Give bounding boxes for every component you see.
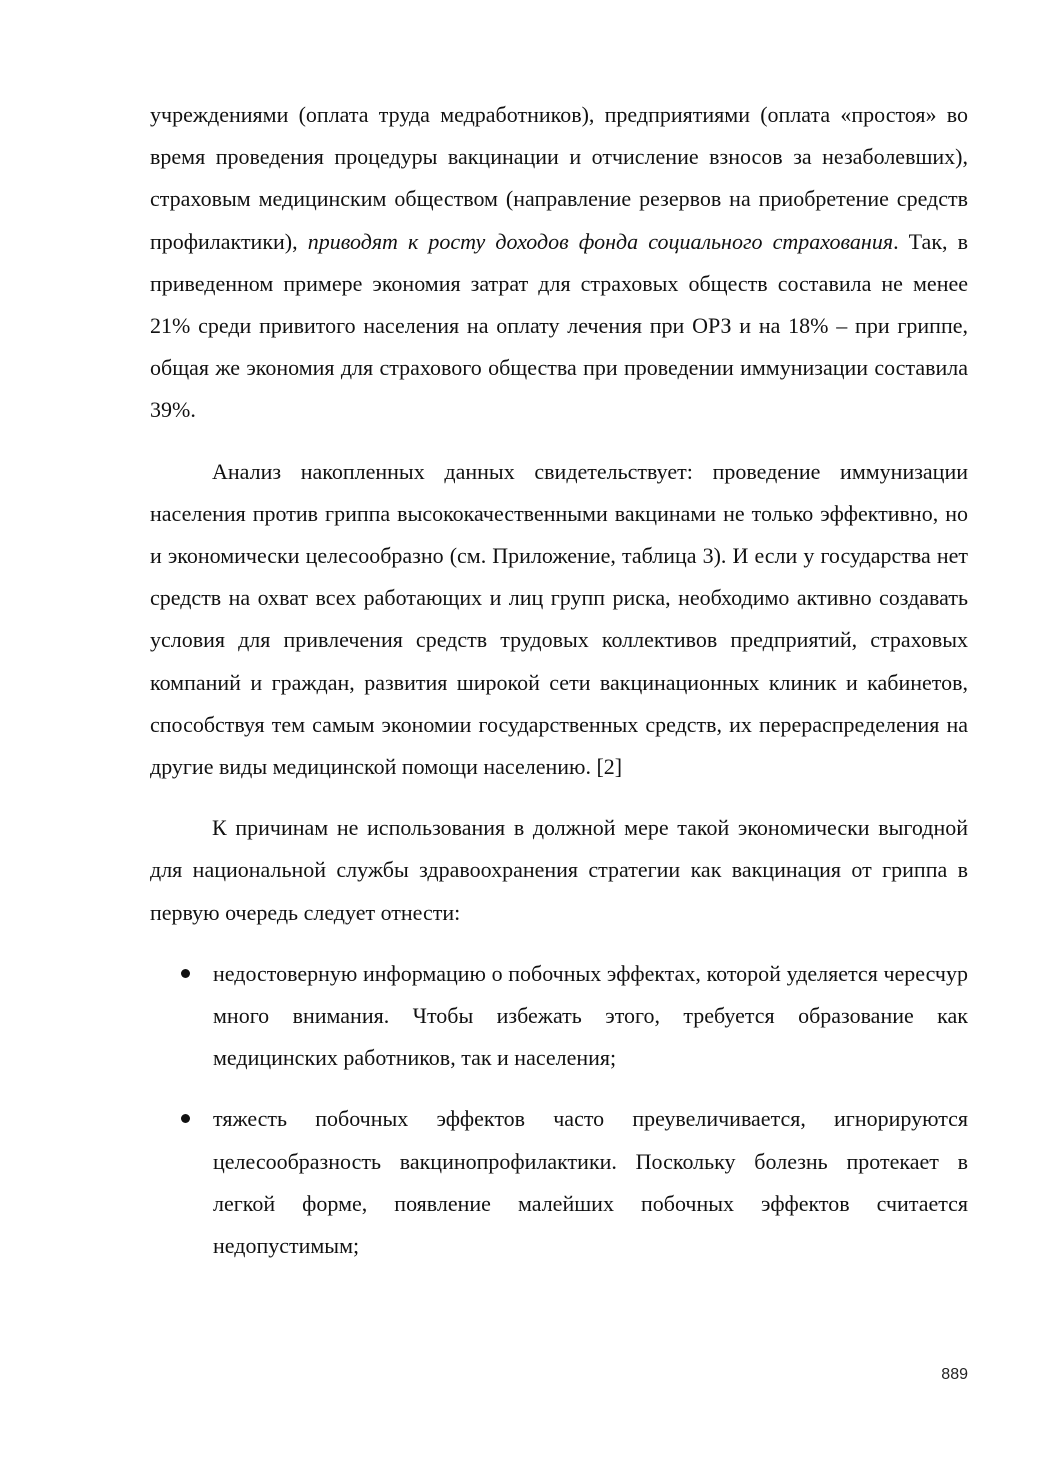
list-item [150, 1098, 968, 1267]
paragraph-2: Анализ накопленных данных свидетельствует: проведение иммунизации населения против гриппа высококачественными вакцинами не только эффективно, но и экономически целесообразно (см. Приложение, таблица 3). И если у государства нет средств на охват всех работающих и лиц групп риска, необходимо активно создавать условия для привлечения средств трудовых коллективов предприятий, страховых компаний и граждан, развития широкой сети вакцинационных клиник и кабинетов, способствуя тем самым экономии государственных средств, их перераспределения на другие виды медицинской помощи населению. [2] [150, 458, 968, 780]
paragraph-1 [150, 94, 968, 432]
bullet-icon [181, 1114, 190, 1123]
list-item-text: недостоверную информацию о побочных эффектах, которой уделяется чересчур много внимания. Чтобы избежать этого, требуется образование как медицинских работников, так и населения; [213, 960, 968, 1071]
paragraph-3: К причинам не использования в должной мере такой экономически выгодной для национальной службы здравоохранения стратегии как вакцинация от гриппа в первую очередь следует отнести: [150, 815, 968, 925]
reasons-list [150, 953, 968, 1267]
page-number: 889 [941, 1366, 968, 1383]
list-item-text: тяжесть побочных эффектов часто преувеличивается, игнорируются целесообразность вакцинопрофилактики. Поскольку болезнь протекает в легкой форме, появление малейших побочных эффектов считается недопустимым; [213, 1106, 968, 1259]
paragraph-1-emphasis: приводят к росту доходов фонда социального страхования [307, 228, 894, 254]
list-item [150, 953, 968, 1080]
document-page [150, 94, 968, 1267]
paragraph-1-text-start: учреждениями (оплата труда медработников), предприятиями (оплата «простоя» во время проведения процедуры вакцинации и отчисление взносов за незаболевших), страховым медицинским обществом (направление резервов на приобретение средств профилактики), [150, 102, 968, 254]
bullet-icon [181, 969, 190, 978]
paragraph-1-text-end: . Так, в приведенном примере экономия затрат для страховых обществ составила не менее 21% среди привитого населения на оплату лечения при ОРЗ и на 18% – при гриппе, общая же экономия для страхового общества при проведении иммунизации составила 39%. [150, 228, 968, 423]
